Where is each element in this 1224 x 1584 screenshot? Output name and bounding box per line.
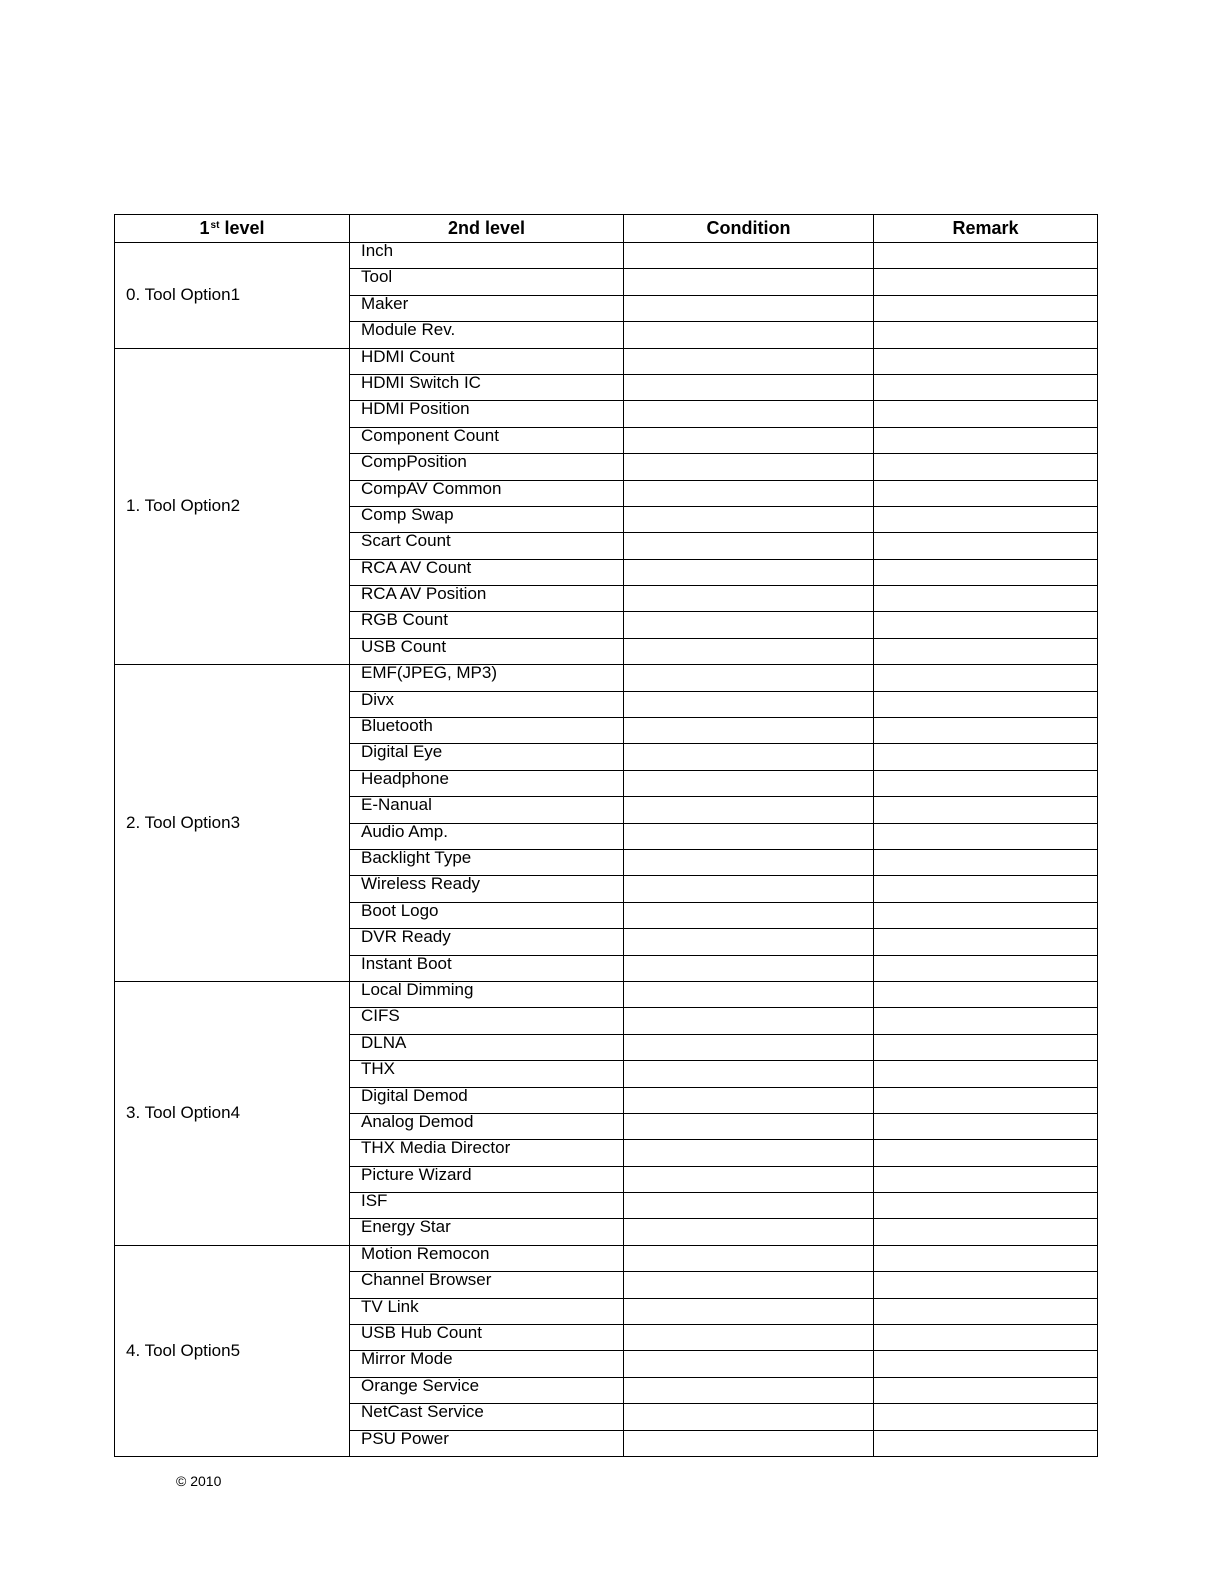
- header-condition: Condition: [624, 215, 874, 243]
- condition-cell: [624, 638, 874, 664]
- option-item: EMF(JPEG, MP3): [350, 665, 624, 691]
- condition-cell: [624, 322, 874, 348]
- option-item: HDMI Switch IC: [350, 374, 624, 400]
- remark-cell: [874, 1430, 1098, 1456]
- remark-cell: [874, 480, 1098, 506]
- tool-option-table: [114, 214, 1098, 1457]
- condition-cell: [624, 401, 874, 427]
- remark-cell: [874, 322, 1098, 348]
- remark-cell: [874, 401, 1098, 427]
- remark-cell: [874, 665, 1098, 691]
- header-level2: 2nd level: [350, 215, 624, 243]
- remark-cell: [874, 1245, 1098, 1271]
- option-item: Motion Remocon: [350, 1245, 624, 1271]
- option-item: Headphone: [350, 770, 624, 796]
- option-item: Wireless Ready: [350, 876, 624, 902]
- option-item: Energy Star: [350, 1219, 624, 1245]
- remark-cell: [874, 1272, 1098, 1298]
- condition-cell: [624, 665, 874, 691]
- option-item: Digital Eye: [350, 744, 624, 770]
- header-level1: [115, 215, 350, 243]
- remark-cell: [874, 1140, 1098, 1166]
- table-header: [115, 215, 1098, 243]
- option-item: ISF: [350, 1193, 624, 1219]
- remark-cell: [874, 454, 1098, 480]
- option-item: Digital Demod: [350, 1087, 624, 1113]
- remark-cell: [874, 1351, 1098, 1377]
- condition-cell: [624, 797, 874, 823]
- condition-cell: [624, 1377, 874, 1403]
- option-item: HDMI Count: [350, 348, 624, 374]
- condition-cell: [624, 770, 874, 796]
- remark-cell: [874, 823, 1098, 849]
- condition-cell: [624, 718, 874, 744]
- option-item: DLNA: [350, 1034, 624, 1060]
- option-item: CIFS: [350, 1008, 624, 1034]
- option-item: E-Nanual: [350, 797, 624, 823]
- remark-cell: [874, 612, 1098, 638]
- remark-cell: [874, 1087, 1098, 1113]
- option-item: Maker: [350, 295, 624, 321]
- condition-cell: [624, 243, 874, 269]
- remark-cell: [874, 1113, 1098, 1139]
- remark-cell: [874, 374, 1098, 400]
- option-item: Picture Wizard: [350, 1166, 624, 1192]
- remark-cell: [874, 533, 1098, 559]
- condition-cell: [624, 506, 874, 532]
- condition-cell: [624, 1272, 874, 1298]
- option-item: Divx: [350, 691, 624, 717]
- remark-cell: [874, 269, 1098, 295]
- option-item: THX Media Director: [350, 1140, 624, 1166]
- condition-cell: [624, 902, 874, 928]
- table-body: [115, 243, 1098, 1457]
- option-item: CompPosition: [350, 454, 624, 480]
- group-label: 1. Tool Option2: [115, 348, 350, 665]
- option-item: HDMI Position: [350, 401, 624, 427]
- remark-cell: [874, 586, 1098, 612]
- remark-cell: [874, 506, 1098, 532]
- remark-cell: [874, 559, 1098, 585]
- condition-cell: [624, 348, 874, 374]
- header-row: [115, 215, 1098, 243]
- remark-cell: [874, 427, 1098, 453]
- condition-cell: [624, 374, 874, 400]
- condition-cell: [624, 612, 874, 638]
- condition-cell: [624, 586, 874, 612]
- condition-cell: [624, 1219, 874, 1245]
- condition-cell: [624, 876, 874, 902]
- table-row: [115, 348, 1098, 374]
- remark-cell: [874, 797, 1098, 823]
- header-remark: Remark: [874, 215, 1098, 243]
- condition-cell: [624, 1430, 874, 1456]
- remark-cell: [874, 770, 1098, 796]
- condition-cell: [624, 1351, 874, 1377]
- condition-cell: [624, 480, 874, 506]
- condition-cell: [624, 955, 874, 981]
- condition-cell: [624, 823, 874, 849]
- header-level1-superscript: st: [210, 220, 220, 231]
- option-item: Scart Count: [350, 533, 624, 559]
- option-item: THX: [350, 1061, 624, 1087]
- option-item: USB Hub Count: [350, 1325, 624, 1351]
- condition-cell: [624, 454, 874, 480]
- group-label: 4. Tool Option5: [115, 1245, 350, 1456]
- remark-cell: [874, 744, 1098, 770]
- option-item: Tool: [350, 269, 624, 295]
- condition-cell: [624, 1113, 874, 1139]
- option-item: Mirror Mode: [350, 1351, 624, 1377]
- remark-cell: [874, 876, 1098, 902]
- remark-cell: [874, 929, 1098, 955]
- option-item: RCA AV Position: [350, 586, 624, 612]
- condition-cell: [624, 269, 874, 295]
- remark-cell: [874, 243, 1098, 269]
- table-row: [115, 243, 1098, 269]
- remark-cell: [874, 638, 1098, 664]
- remark-cell: [874, 1061, 1098, 1087]
- condition-cell: [624, 1087, 874, 1113]
- remark-cell: [874, 1034, 1098, 1060]
- condition-cell: [624, 1193, 874, 1219]
- copyright-footer: © 2010: [176, 1473, 222, 1489]
- condition-cell: [624, 691, 874, 717]
- option-item: Instant Boot: [350, 955, 624, 981]
- condition-cell: [624, 1034, 874, 1060]
- remark-cell: [874, 981, 1098, 1007]
- condition-cell: [624, 1008, 874, 1034]
- remark-cell: [874, 955, 1098, 981]
- option-item: DVR Ready: [350, 929, 624, 955]
- option-item: CompAV Common: [350, 480, 624, 506]
- remark-cell: [874, 348, 1098, 374]
- group-label: 0. Tool Option1: [115, 243, 350, 349]
- option-item: Orange Service: [350, 1377, 624, 1403]
- option-item: Backlight Type: [350, 849, 624, 875]
- option-item: RCA AV Count: [350, 559, 624, 585]
- remark-cell: [874, 1404, 1098, 1430]
- table-row: [115, 1245, 1098, 1271]
- condition-cell: [624, 295, 874, 321]
- option-item: Inch: [350, 243, 624, 269]
- condition-cell: [624, 929, 874, 955]
- condition-cell: [624, 1166, 874, 1192]
- remark-cell: [874, 1325, 1098, 1351]
- remark-cell: [874, 1166, 1098, 1192]
- condition-cell: [624, 1140, 874, 1166]
- option-item: NetCast Service: [350, 1404, 624, 1430]
- option-item: Channel Browser: [350, 1272, 624, 1298]
- option-item: Boot Logo: [350, 902, 624, 928]
- group-label: 2. Tool Option3: [115, 665, 350, 982]
- option-item: USB Count: [350, 638, 624, 664]
- option-item: Bluetooth: [350, 718, 624, 744]
- remark-cell: [874, 718, 1098, 744]
- remark-cell: [874, 1008, 1098, 1034]
- condition-cell: [624, 1061, 874, 1087]
- option-item: RGB Count: [350, 612, 624, 638]
- condition-cell: [624, 1245, 874, 1271]
- option-item: Comp Swap: [350, 506, 624, 532]
- remark-cell: [874, 849, 1098, 875]
- condition-cell: [624, 981, 874, 1007]
- remark-cell: [874, 295, 1098, 321]
- table-row: [115, 665, 1098, 691]
- header-level1-number: 1: [199, 218, 210, 238]
- condition-cell: [624, 559, 874, 585]
- option-item: Local Dimming: [350, 981, 624, 1007]
- remark-cell: [874, 1219, 1098, 1245]
- remark-cell: [874, 691, 1098, 717]
- condition-cell: [624, 1404, 874, 1430]
- condition-cell: [624, 427, 874, 453]
- table-row: [115, 981, 1098, 1007]
- option-item: Module Rev.: [350, 322, 624, 348]
- condition-cell: [624, 744, 874, 770]
- condition-cell: [624, 1298, 874, 1324]
- remark-cell: [874, 1298, 1098, 1324]
- group-label: 3. Tool Option4: [115, 981, 350, 1245]
- option-item: Analog Demod: [350, 1113, 624, 1139]
- condition-cell: [624, 1325, 874, 1351]
- option-item: TV Link: [350, 1298, 624, 1324]
- condition-cell: [624, 533, 874, 559]
- option-item: Audio Amp.: [350, 823, 624, 849]
- remark-cell: [874, 1377, 1098, 1403]
- option-item: Component Count: [350, 427, 624, 453]
- condition-cell: [624, 849, 874, 875]
- option-item: PSU Power: [350, 1430, 624, 1456]
- remark-cell: [874, 1193, 1098, 1219]
- remark-cell: [874, 902, 1098, 928]
- header-level1-text: level: [219, 218, 265, 238]
